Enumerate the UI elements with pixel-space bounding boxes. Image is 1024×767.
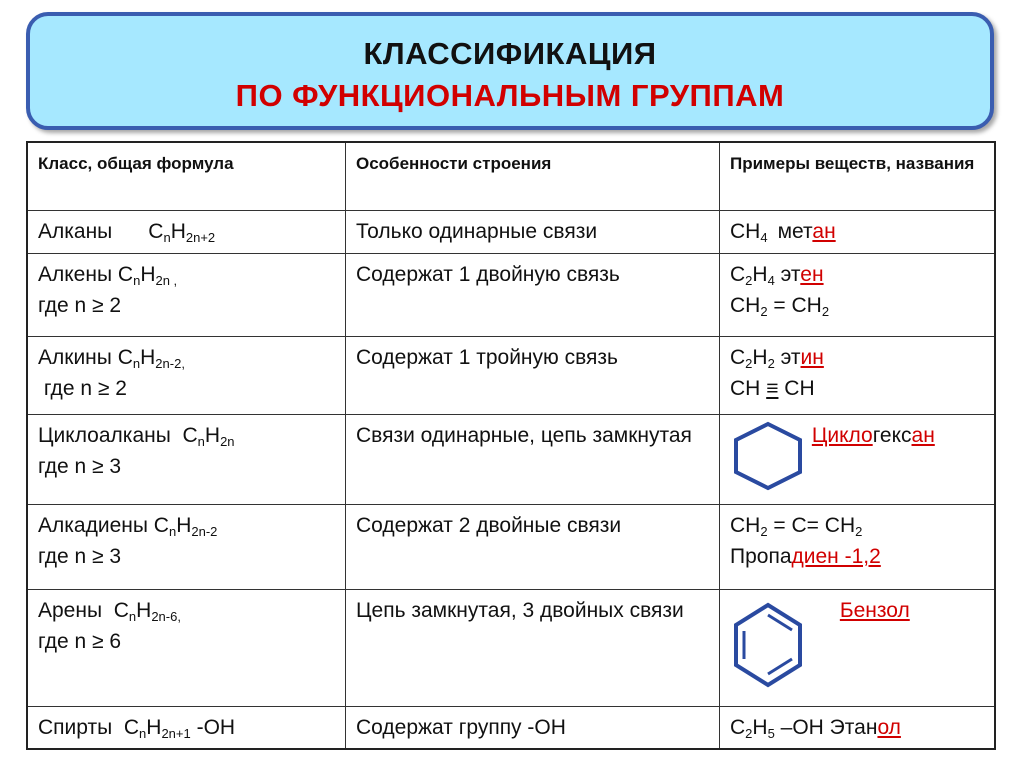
- classification-table: [26, 141, 996, 750]
- table-row-alkanes: [27, 210, 995, 253]
- title-line2: ПО ФУНКЦИОНАЛЬНЫМ ГРУППАМ: [235, 78, 785, 113]
- cyclohexane-ring-icon: [730, 420, 806, 492]
- header-structure: Особенности строения: [346, 142, 720, 210]
- title-line1: КЛАССИФИКАЦИЯ: [363, 36, 657, 71]
- cell-example: $C_2H_2$ этин CH ≡ CH: [720, 336, 996, 414]
- cell-structure: Содержат 2 двойные связи: [346, 504, 720, 589]
- table-row-alkadienes: [27, 504, 995, 589]
- table-row-arenes: [27, 589, 995, 706]
- table-row-cycloalkanes: [27, 414, 995, 504]
- cell-example: $C_2H_4$ этен $CH_2 = CH_2$: [720, 253, 996, 336]
- cell-class: Алкины $C_nH_{2n-2,}$ где n ≥ 2: [27, 336, 346, 414]
- header-examples: Примеры веществ, названия: [720, 142, 996, 210]
- cell-class: Спирты $C_nH_{2n+1}$ -OH: [27, 706, 346, 749]
- cell-class: Арены $C_nH_{2n-6,}$ где n ≥ 6: [27, 589, 346, 706]
- table-row-alcohols: [27, 706, 995, 749]
- title-banner: [26, 12, 994, 130]
- cell-example: $C_2H_5$ –OH Этанол: [720, 706, 996, 749]
- table-row-alkenes: [27, 253, 995, 336]
- cell-class: Циклоалканы $C_nH_{2n}$ где n ≥ 3: [27, 414, 346, 504]
- cell-structure: Содержат группу -OH: [346, 706, 720, 749]
- cell-example: $CH_4$ метан: [720, 210, 996, 253]
- table-row-alkynes: [27, 336, 995, 414]
- cell-class: Алкены $C_nH_{2n ,}$ где n ≥ 2: [27, 253, 346, 336]
- cell-structure: Только одинарные связи: [346, 210, 720, 253]
- cell-class: Алкадиены $C_nH_{2n-2}$ где n ≥ 3: [27, 504, 346, 589]
- cell-class: Алканы $C_nH_{2n+2}$: [27, 210, 346, 253]
- cell-structure: Содержат 1 тройную связь: [346, 336, 720, 414]
- cell-structure: Содержат 1 двойную связь: [346, 253, 720, 336]
- cell-structure: Цепь замкнутая, 3 двойных связи: [346, 589, 720, 706]
- benzene-ring-icon: [730, 601, 806, 693]
- cell-example: Бензол: [720, 589, 996, 706]
- header-class: Класс, общая формула: [27, 142, 346, 210]
- cell-example: Циклогексан: [720, 414, 996, 504]
- cell-structure: Связи одинарные, цепь замкнутая: [346, 414, 720, 504]
- table-header-row: [27, 142, 995, 210]
- cell-example: $CH_2 = C= CH_2$ Пропадиен -1,2: [720, 504, 996, 589]
